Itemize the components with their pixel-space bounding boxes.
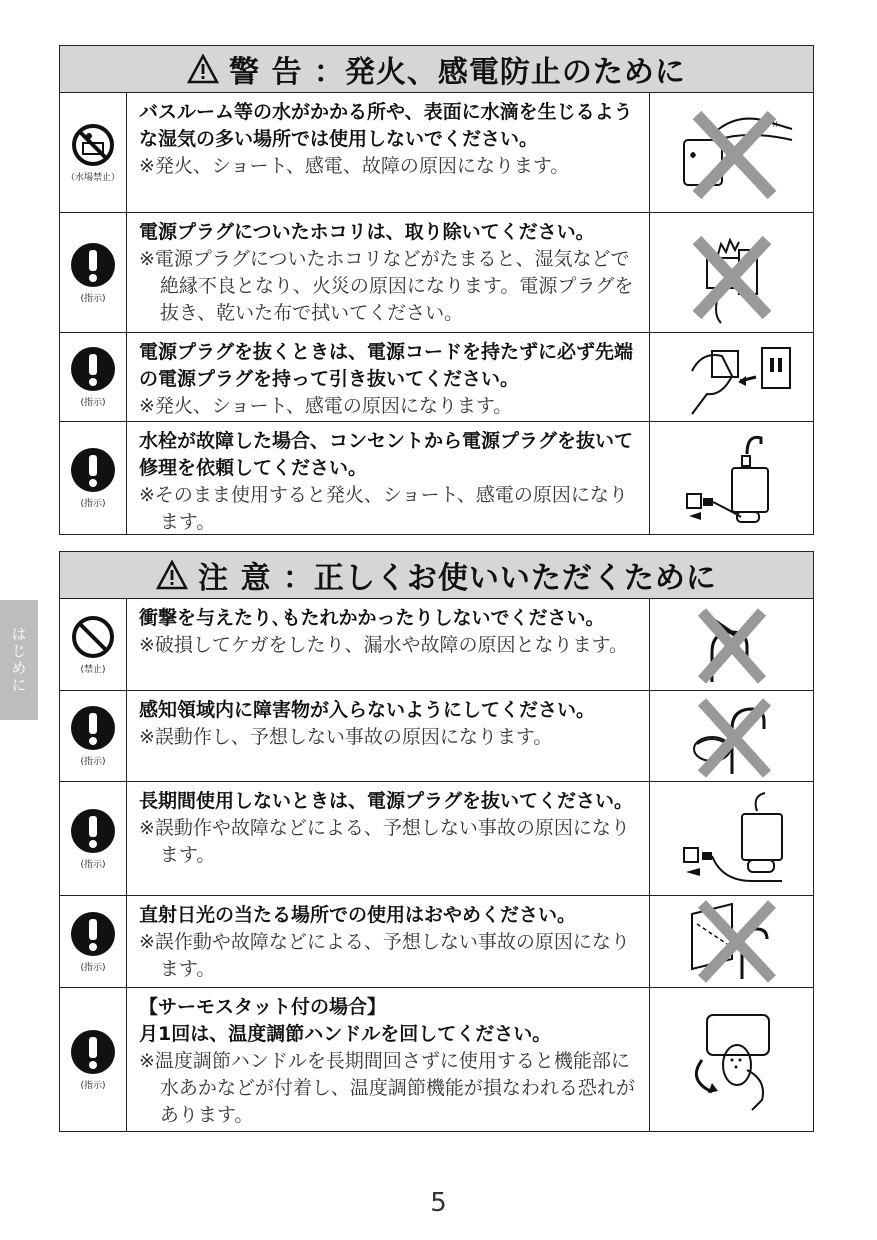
obstacle-sensor-illustration bbox=[677, 694, 787, 779]
icon-label: (指示) bbox=[80, 499, 106, 509]
instruction-icon bbox=[70, 346, 116, 392]
instruction-icon bbox=[70, 911, 116, 957]
warning-row bbox=[60, 333, 813, 422]
warning-text: 電源プラグを抜くときは、電源コードを持たずに必ず先端の電源プラグを持って引き抜いてください。 bbox=[139, 341, 634, 390]
unplug-faucet-illustration bbox=[677, 426, 787, 531]
prohibited-icon bbox=[71, 615, 115, 659]
instruction-icon bbox=[70, 242, 116, 288]
warning-note: ※電源プラグについたホコリなどがたまると、湿気などで絶縁不良となり、火災の原因になります。電源プラグを抜き、乾いた布で拭いてください。 bbox=[139, 248, 634, 324]
caution-header bbox=[60, 552, 813, 599]
warning-triangle-icon bbox=[156, 560, 188, 590]
icon-label: (指示) bbox=[80, 757, 106, 767]
warning-section bbox=[59, 45, 814, 535]
caution-title: 注 意 ：正しくお使いいただくために bbox=[198, 561, 717, 596]
icon-label: （水場禁止） bbox=[65, 172, 120, 183]
caution-text: 月1回は、温度調節ハンドルを回してください。 bbox=[139, 1023, 552, 1045]
warning-row bbox=[60, 422, 813, 534]
caution-section bbox=[59, 551, 814, 1132]
caution-note: ※誤動作や故障などによる、予想しない事故の原因になります。 bbox=[139, 817, 630, 866]
sunlight-window-illustration bbox=[677, 899, 787, 984]
icon-label: (指示) bbox=[80, 962, 106, 973]
caution-text: 感知領域内に障害物が入らないようにしてください。 bbox=[139, 699, 596, 721]
page-number: 5 bbox=[430, 1188, 447, 1218]
icon-label: (指示) bbox=[80, 293, 106, 304]
no-water-area-icon bbox=[71, 123, 115, 167]
caution-text: 長期間使用しないときは、電源プラグを抜いてください。 bbox=[139, 790, 634, 812]
svg-text:⁾⁾: ⁾⁾ bbox=[771, 119, 778, 133]
warning-triangle-icon bbox=[187, 54, 219, 84]
warning-row bbox=[60, 213, 813, 333]
section-side-tab: はじめに bbox=[0, 600, 38, 720]
caution-note: ※破損してケガをしたり、漏水や故障の原因となります。 bbox=[139, 634, 629, 656]
wet-hand-device-illustration bbox=[662, 100, 802, 205]
warning-text: 水栓が故障した場合、コンセントから電源プラグを抜いて修理を依頼してください。 bbox=[139, 430, 634, 479]
caution-row bbox=[60, 782, 813, 896]
pull-plug-illustration bbox=[662, 336, 802, 418]
warning-note: ※そのまま使用すると発火、ショート、感電の原因になります。 bbox=[139, 484, 628, 533]
caution-row bbox=[60, 599, 813, 691]
warning-row bbox=[60, 93, 813, 213]
icon-label: (指示) bbox=[80, 398, 106, 408]
dusty-plug-fire-illustration bbox=[677, 220, 787, 325]
icon-label: (禁止) bbox=[80, 664, 106, 675]
warning-note: ※発火、ショート、感電、故障の原因になります。 bbox=[139, 155, 570, 177]
instruction-icon bbox=[70, 1029, 116, 1075]
caution-text: 直射日光の当たる場所での使用はおやめください。 bbox=[139, 904, 577, 926]
caution-text: 衝撃を与えたり､もたれかかったりしないでください。 bbox=[139, 607, 605, 629]
caution-row bbox=[60, 988, 813, 1131]
caution-row bbox=[60, 896, 813, 988]
warning-note: ※発火、ショート、感電の原因になります。 bbox=[139, 395, 513, 417]
instruction-icon bbox=[70, 808, 116, 854]
instruction-icon bbox=[70, 705, 116, 751]
warning-title: 警 告 ：発火、感電防止のために bbox=[229, 55, 686, 90]
warning-text: バスルーム等の水がかかる所や、表面に水滴を生じるような湿気の多い場所では使用しないでください。 bbox=[139, 101, 633, 150]
caution-note: ※誤動作し、予想しない事故の原因になります。 bbox=[139, 726, 553, 748]
icon-label: (指示) bbox=[80, 1080, 106, 1091]
caution-note: ※誤作動や故障などによる、予想しない事故の原因になります。 bbox=[139, 931, 630, 980]
caution-note: ※温度調節ハンドルを長期間回さずに使用すると機能部に水あかなどが付着し、温度調節機能が損なわれる恐れがあります。 bbox=[139, 1050, 635, 1126]
caution-row bbox=[60, 691, 813, 782]
caution-text: 【サーモスタット付の場合】 bbox=[139, 996, 387, 1018]
warning-text: 電源プラグについたホコリは、取り除いてください。 bbox=[139, 221, 595, 243]
icon-label: (指示) bbox=[80, 859, 106, 870]
hit-faucet-illustration bbox=[682, 602, 782, 687]
unplug-device-illustration bbox=[672, 786, 792, 891]
warning-header bbox=[60, 46, 813, 93]
turn-handle-illustration bbox=[672, 1005, 792, 1115]
instruction-icon bbox=[70, 447, 116, 493]
